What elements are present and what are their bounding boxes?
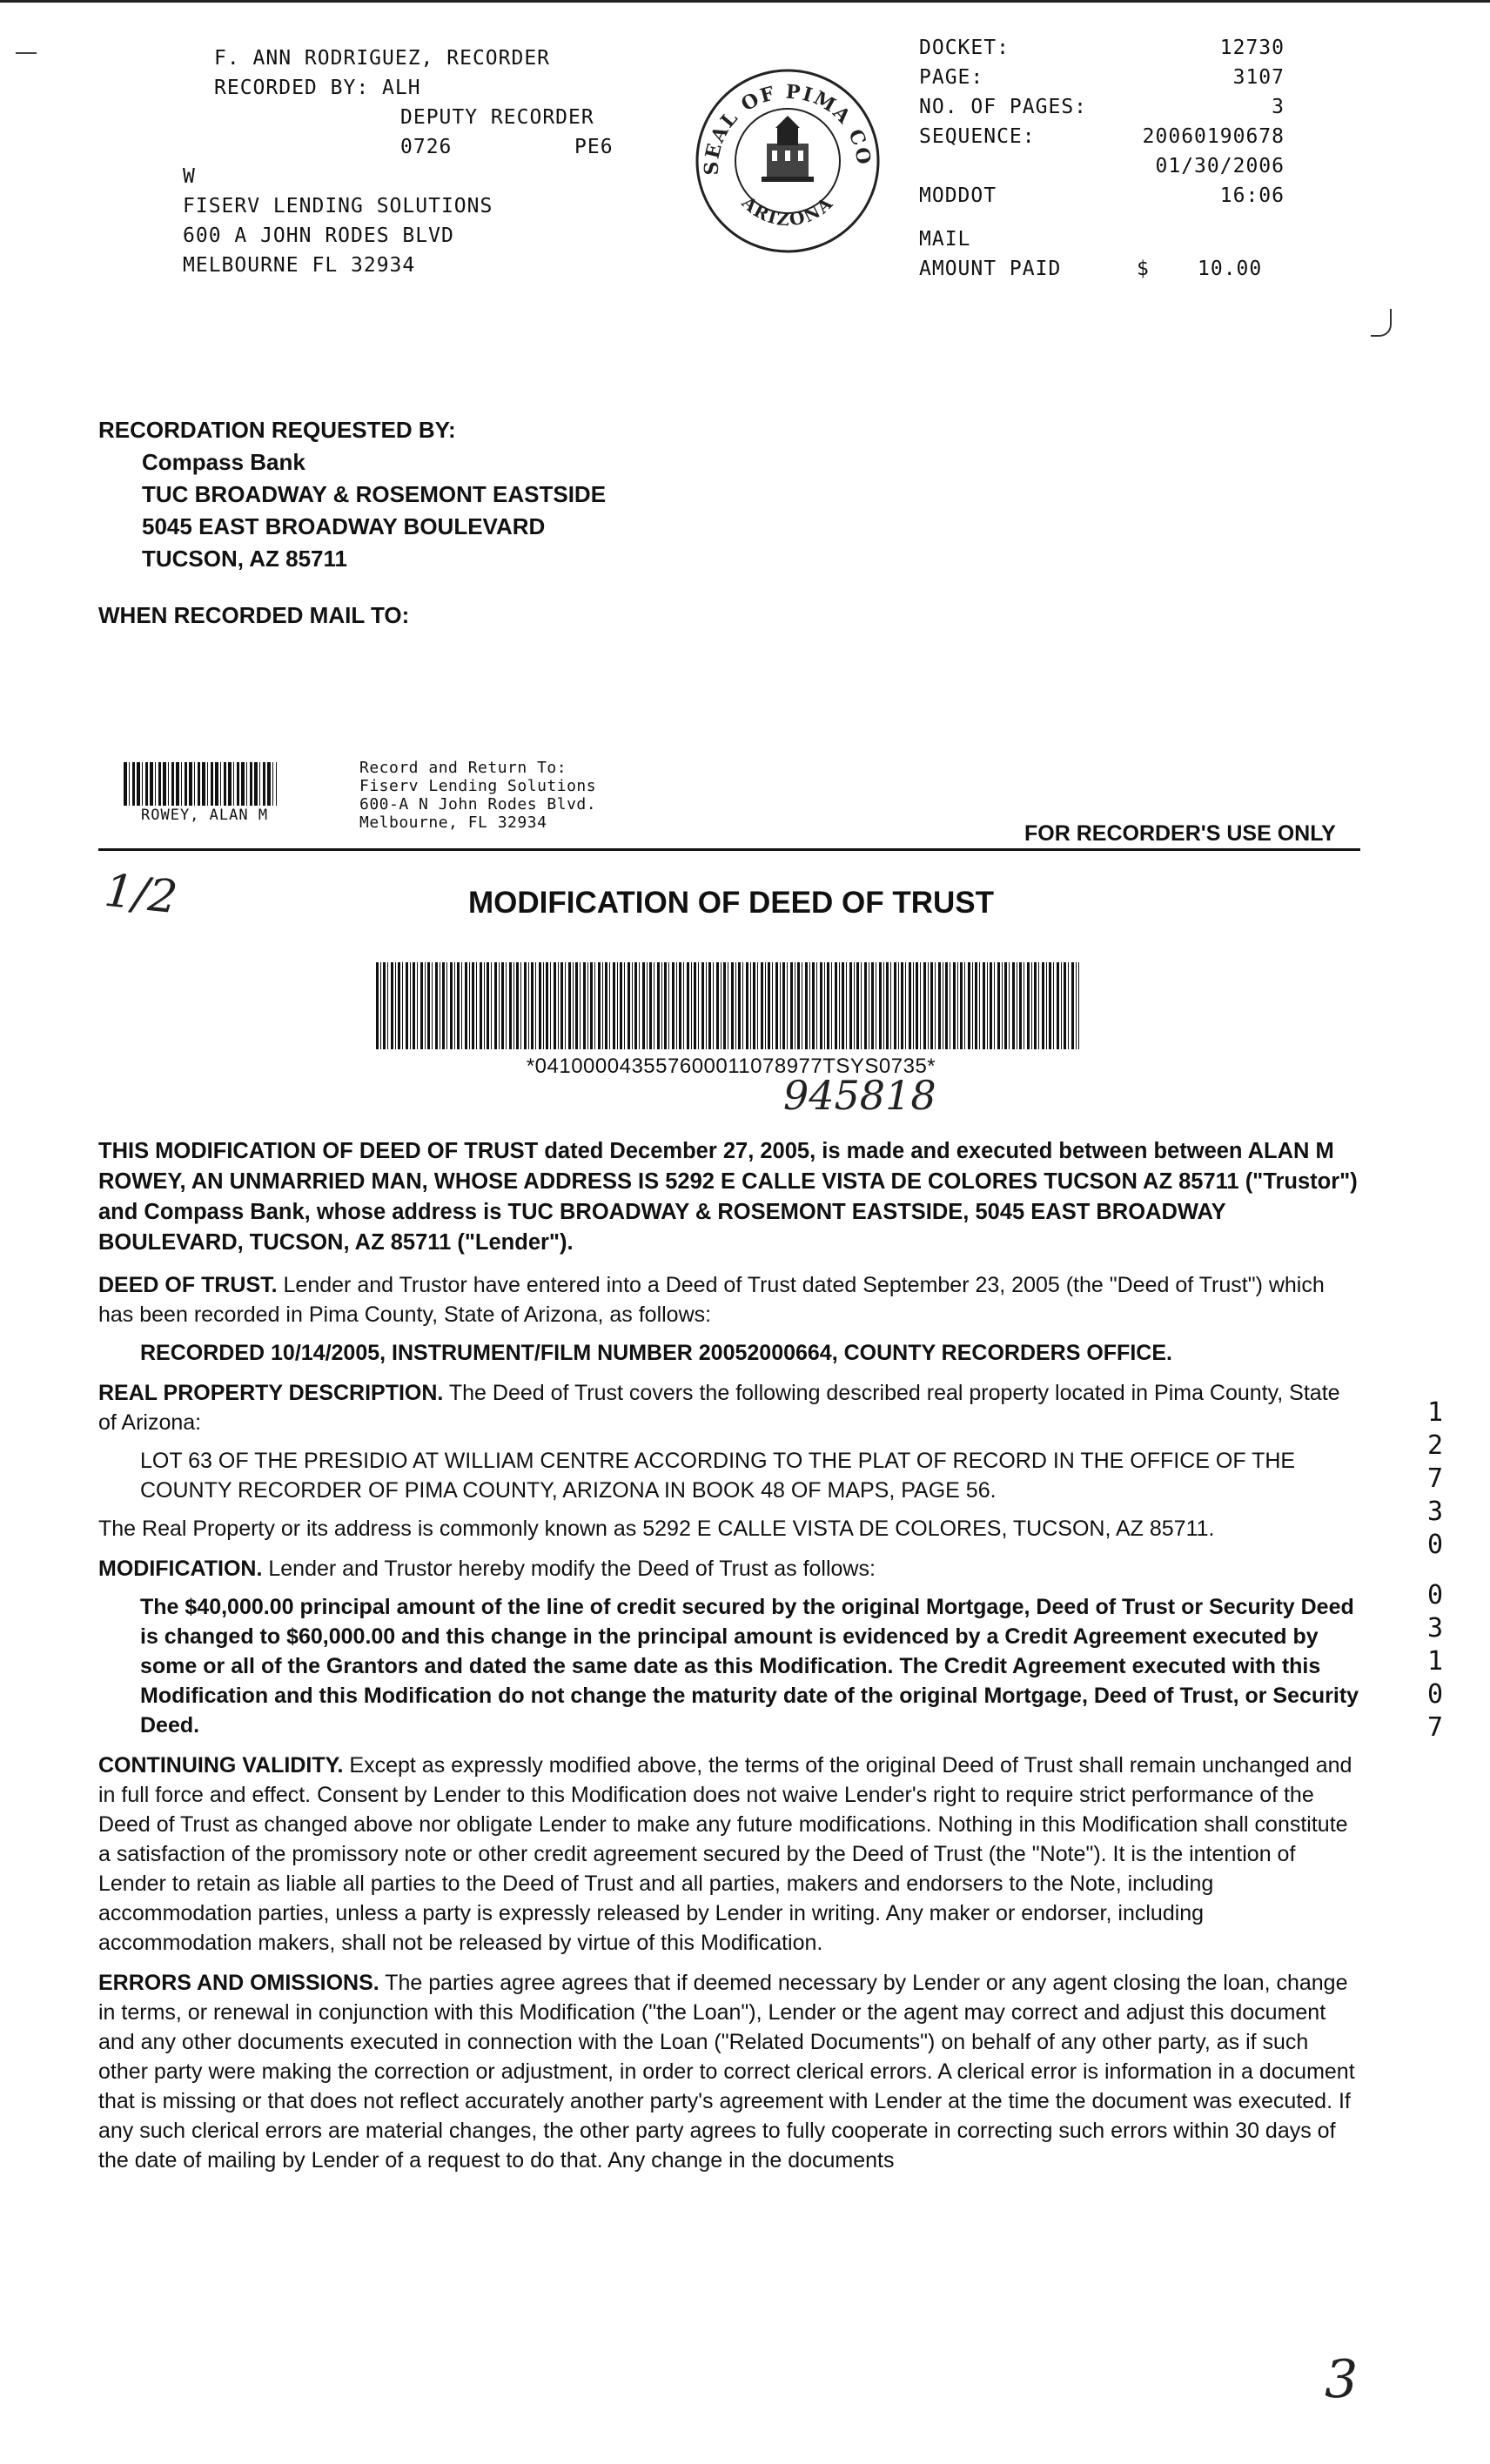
errors-omissions-text: The parties agree agrees that if deemed necessary by Lender or any agent closing the loan, change in terms, or renewal in conjunction with this Modification ("the Loan"), Lender or the agent may correct and adjust this document and any other documents executed in connection with the Loan ("Related Documents") on behalf of any other party, as if such other party were making the correction or adjustment, in order to correct clerical errors. A clerical error is information in a document that is missing or that does not reflect accurately another party's agreement with Lender at the time the document was executed. If any such clerical errors are material changes, the other party agrees to fully cooperate in correcting such errors within 30 days of the date of mailing by Lender of a request to do that. Any change in the documents — [98, 1971, 1355, 2173]
deed-heading: DEED OF TRUST. — [98, 1273, 278, 1297]
seal-bottom-text: ARIZONA — [737, 191, 838, 231]
currency-symbol: $ — [1137, 258, 1150, 280]
barcode-text: *041000043557600011078977TSYS0735* — [526, 1055, 936, 1078]
rpd-paragraph — [98, 1378, 1360, 1437]
w-mark: W — [183, 165, 196, 188]
recorders-use-rule — [98, 848, 1360, 851]
pages-value: 3 — [1272, 96, 1285, 118]
recordation-line-3: 5045 EAST BROADWAY BOULEVARD — [142, 513, 546, 539]
date-value: 01/30/2006 — [1155, 155, 1285, 177]
barcode-name: ROWEY, ALAN M — [141, 807, 269, 824]
docket-label: DOCKET: — [919, 37, 1010, 59]
rpd-text: The Deed of Trust covers the following described real property located in Pima County, State of Arizona: — [98, 1381, 1340, 1435]
continuing-validity-paragraph — [98, 1751, 1360, 1958]
recordation-line-2: TUC BROADWAY & ROSEMONT EASTSIDE — [142, 481, 607, 507]
recorder-header — [183, 44, 670, 280]
recorder-code: 0726 — [400, 136, 453, 158]
modification-detail: The $40,000.00 principal amount of the line of credit secured by the original Mortgage, Deed of Trust or Security Deed is changed to $60,000.00 and this change in the principal amount is evidenced by a Credit Agreement executed by some or all of the Grantors and dated the same date as this Modification. The Credit Agreement executed with this Modification and this Modification do not change the maturity date of the original Mortgage, Deed of Trust, or Security Deed. — [140, 1595, 1359, 1738]
addressee-line-3: MELBOURNE FL 32934 — [183, 254, 416, 277]
margin-stamp-line-1: 12730 — [1427, 1397, 1445, 1560]
amount-label: AMOUNT PAID — [919, 258, 1062, 280]
intro-paragraph: THIS MODIFICATION OF DEED OF TRUST dated December 27, 2005, is made and executed between between ALAN M ROWEY, AN UNMARRIED MAN, WHOSE ADDRESS IS 5292 E CALLE VISTA DE COLORES TUCSON AZ 85711 ("Trustor") and Compass Bank, whose address is TUC BROADWAY & ROSEMONT EASTSIDE, 5045 EAST BROADWAY BOULEVARD, TUCSON, AZ 85711 ("Lender"). — [98, 1139, 1358, 1255]
main-barcode — [376, 962, 1079, 1049]
rpd-heading: REAL PROPERTY DESCRIPTION. — [98, 1381, 444, 1405]
moddot-label: MODDOT — [919, 184, 997, 207]
moddot-row — [919, 181, 1285, 211]
page-label: PAGE: — [919, 66, 984, 89]
docket-value: 12730 — [1219, 37, 1285, 59]
sequence-label: SEQUENCE: — [919, 125, 1036, 148]
recorders-use-label: FOR RECORDER'S USE ONLY — [1024, 821, 1336, 846]
addressee-line-1: FISERV LENDING SOLUTIONS — [183, 195, 493, 218]
top-border — [0, 0, 1490, 3]
deputy-recorder: DEPUTY RECORDER — [400, 106, 594, 129]
svg-text:ARIZONA — [737, 191, 837, 231]
modification-heading: MODIFICATION. — [98, 1557, 263, 1581]
mail-to-heading: WHEN RECORDED MAIL TO: — [98, 602, 410, 628]
amount-row — [919, 254, 1285, 284]
return-line-4: Melbourne, FL 32934 — [359, 814, 547, 832]
document-title: MODIFICATION OF DEED OF TRUST — [467, 886, 995, 920]
page-value: 3107 — [1232, 66, 1285, 89]
handwritten-fraction: 1/2 — [102, 864, 180, 925]
document-body — [98, 1136, 1360, 2175]
small-barcode — [124, 762, 277, 806]
recordation-block — [98, 414, 606, 632]
margin-stamp — [1427, 1396, 1462, 1744]
margin-stamp-line-2: 03107 — [1427, 1580, 1445, 1743]
pages-label: NO. OF PAGES: — [919, 96, 1088, 118]
return-line-3: 600-A N John Rodes Blvd. — [359, 795, 597, 814]
return-line-1: Record and Return To: — [359, 759, 567, 777]
recorded-by: RECORDED BY: ALH — [214, 77, 421, 99]
address-paragraph: The Real Property or its address is commonly known as 5292 E CALLE VISTA DE COLORES, TUCSON, AZ 85711. — [98, 1517, 1215, 1541]
sequence-value: 20060190678 — [1142, 125, 1285, 148]
recordation-line-1: Compass Bank — [142, 449, 305, 475]
seal-top-text: SEAL OF PIMA CO — [700, 80, 876, 176]
return-line-2: Fiserv Lending Solutions — [359, 777, 597, 795]
recorder-codes — [183, 132, 661, 162]
return-label — [359, 759, 596, 832]
scan-mark-right — [1371, 309, 1392, 337]
deed-text: Lender and Trustor have entered into a Deed of Trust dated September 23, 2005 (the "Deed of Trust") which has been recorded in Pima County, State of Arizona, as follows: — [98, 1273, 1325, 1327]
sequence-row — [919, 122, 1285, 151]
seal-building-icon — [762, 116, 814, 182]
continuing-validity-heading: CONTINUING VALIDITY. — [98, 1753, 344, 1778]
recorded-paragraph: RECORDED 10/14/2005, INSTRUMENT/FILM NUMBER 20052000664, COUNTY RECORDERS OFFICE. — [140, 1341, 1172, 1365]
errors-omissions-paragraph — [98, 1968, 1360, 2175]
scan-mark-left — [16, 52, 37, 54]
modification-text: Lender and Trustor hereby modify the Deed of Trust as follows: — [262, 1557, 876, 1581]
addressee-line-2: 600 A JOHN RODES BLVD — [183, 224, 454, 247]
lot-description: LOT 63 OF THE PRESIDIO AT WILLIAM CENTRE ACCORDING TO THE PLAT OF RECORD IN THE OFFICE OF THE COUNTY RECORDER OF PIMA COUNTY, ARIZONA IN BOOK 48 OF MAPS, PAGE 56. — [140, 1449, 1296, 1503]
recorder-name: F. ANN RODRIGUEZ, RECORDER — [214, 47, 551, 70]
recordation-line-4: TUCSON, AZ 85711 — [142, 546, 348, 572]
continuing-validity-text: Except as expressly modified above, the terms of the original Deed of Trust shall remain unchanged and in full force and effect. Consent by Lender to this Modification does not waive Lender's right to require strict performance of the Deed of Trust as changed above nor obligate Lender to make any future modifications. Nothing in this Modification shall constitute a satisfaction of the promissory note or other credit agreement secured by the Deed of Trust (the "Note"). It is the intention of Lender to retain as liable all parties to the Deed of Trust and all parties, makers and endorsers to the Note, including accommodation parties, unless a party is expressly released by Lender in writing. Any maker or endorser, including accommodation makers, shall not be released by virtue of this Modification. — [98, 1753, 1352, 1955]
date-row — [919, 151, 1285, 181]
docket-row — [919, 33, 1285, 63]
amount-value: 10.00 — [1198, 258, 1263, 280]
page-row — [919, 63, 1285, 92]
recordation-heading: RECORDATION REQUESTED BY: — [98, 417, 456, 443]
handwritten-page-mark: 3 — [1325, 2349, 1359, 2410]
modification-paragraph — [98, 1554, 1360, 1584]
pages-row — [919, 92, 1285, 122]
handwritten-number: 945818 — [783, 1072, 936, 1119]
time-value: 16:06 — [1219, 184, 1285, 207]
pima-county-seal — [692, 65, 883, 257]
errors-omissions-heading: ERRORS AND OMISSIONS. — [98, 1971, 379, 1995]
recorder-code-2: PE6 — [574, 136, 614, 158]
deed-paragraph — [98, 1270, 1360, 1329]
docket-info — [919, 33, 1285, 284]
mail-label: MAIL — [919, 228, 971, 251]
